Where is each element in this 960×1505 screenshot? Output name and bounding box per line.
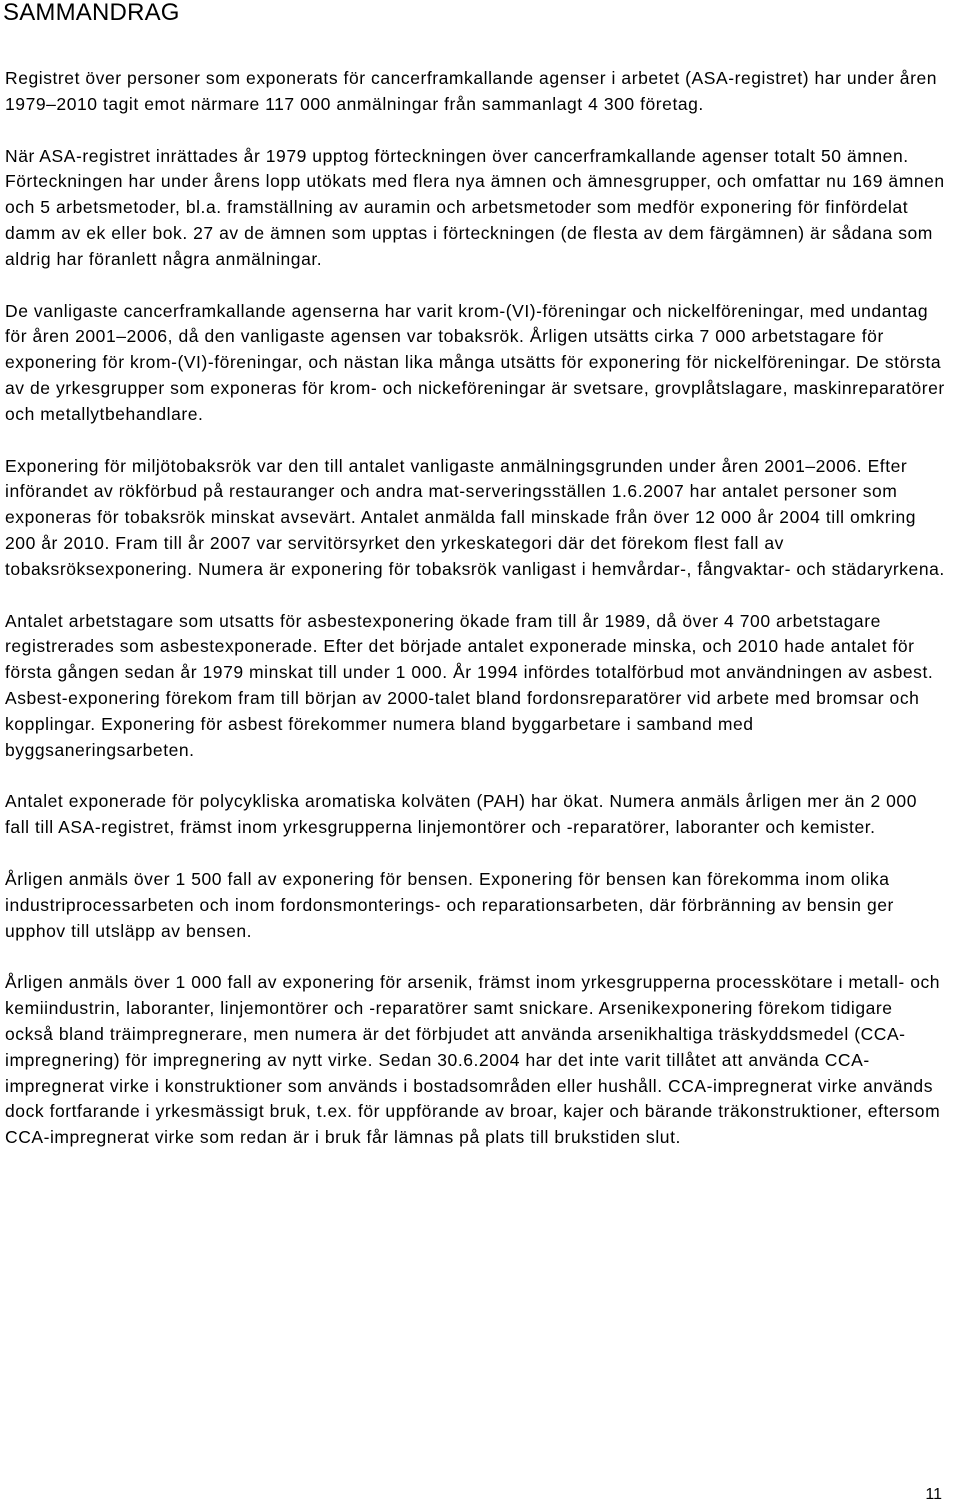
paragraph-asbestos: Antalet arbetstagare som utsatts för asbestexponering ökade fram till år 1989, då över 4 700 arbetstagare registrerades som asbestexponerade. Efter det började antalet exponerade minska, och 2010 hade antalet för första gången sedan år 1979 minskat till under 1 000. År 1994 infördes totalförbud mot användningen av asbest. Asbest-exponering förekom fram till början av 2000-talet bland fordonsreparatörer vid arbete med bromsar och kopplingar. Exponering för asbest förekommer numera bland byggarbetare i samband med byggsaneringsarbeten. [5, 610, 934, 760]
paragraph-agent-list: När ASA-registret inrättades år 1979 upptog förteckningen över cancerframkallande agenser totalt 50 ämnen. Förteckningen har under årens lopp utökats med flera nya ämnen och ämnesgrupper, och omfattar nu 169 ämnen och 5 arbetsmetoder, bl.a. framställning av auramin och arbetsmetoder som medför exponering för finfördelat damm av ek eller bok. 27 av de ämnen som upptas i förteckningen (de flesta av dem färgämnen) är sådana som aldrig har föranlett några anmälningar. [5, 145, 945, 269]
paragraph-arsenic: Årligen anmäls över 1 000 fall av exponering för arsenik, främst inom yrkesgrupperna processkötare i metall- och kemiindustrin, laboranter, linjemontörer och -reparatörer samt snickare. Arsenikexponering förekom tidigare också bland träimpregnerare, men numera är det förbjudet att använda arsenikhaltiga träskyddsmedel (CCA-impregnering) för impregnering av nytt virke. Sedan 30.6.2004 har det inte varit tillåtet att använda CCA-impregnerat virke i konstruktioner som används i bostadsområden eller hushåll. CCA-impregnerat virke används dock fortfarande i yrkesmässigt bruk, t.ex. för uppförande av broar, kajer och bärande träkonstruktioner, eftersom CCA-impregnerat virke som redan är i bruk får lämnas på plats till brukstiden slut. [5, 972, 941, 1148]
paragraph-benzene: Årligen anmäls över 1 500 fall av exponering för bensen. Exponering för bensen kan förekomma inom olika industriprocessarbeten och inom fordonsmonterings- och reparationsarbeten, där förbränning av bensin ger upphov till utsläpp av bensen. [5, 868, 894, 941]
page-number: 11 [925, 1486, 942, 1503]
paragraph-asa-register: Registret över personer som exponerats för cancerframkallande agenser i arbetet (ASA-registret) har under åren 1979–2010 tagit emot närmare 117 000 anmälningar från sammanlagt 4 300 företag. [5, 68, 938, 114]
paragraph-pah: Antalet exponerade för polycykliska aromatiska kolväten (PAH) har ökat. Numera anmäls årligen mer än 2 000 fall till ASA-registret, främst inom yrkesgrupperna linjemontörer och -reparatörer, laboranter och kemister. [5, 791, 917, 838]
paragraph-tobacco-smoke: Exponering för miljötobaksrök var den till antalet vanligaste anmälningsgrunden under åren 2001–2006. Efter införandet av rökförbud på restauranger och andra mat-serveringsställen 1.6.2007 har antalet personer som exponeras för tobaksrök minskat avsevärt. Antalet anmälda fall minskade från över 12 000 år 2004 till omkring 200 år 2010. Fram till år 2007 var servitörsyrket den yrkeskategori där det förekom flest fall av tobaksröksexponering. Numera är exponering för tobaksrök vanligast i hemvårdar-, fångvaktar- och städaryrkena. [5, 455, 945, 579]
section-heading: SAMMANDRAG [3, 0, 180, 26]
summary-body [5, 66, 945, 1177]
paragraph-chromium-nickel: De vanligaste cancerframkallande agenserna har varit krom-(VI)-föreningar och nickelföreningar, med undantag för åren 2001–2006, då den vanligaste agensen var tobaksrök. Årligen utsätts cirka 7 000 arbetstagare för exponering för krom-(VI)-föreningar, och nästan lika många utsätts för exponering för nickelföreningar. De största av de yrkesgrupper som exponeras för krom- och nickeföreningar är svetsare, grovplåtslagare, maskinreparatörer och metallytbehandlare. [5, 300, 945, 424]
